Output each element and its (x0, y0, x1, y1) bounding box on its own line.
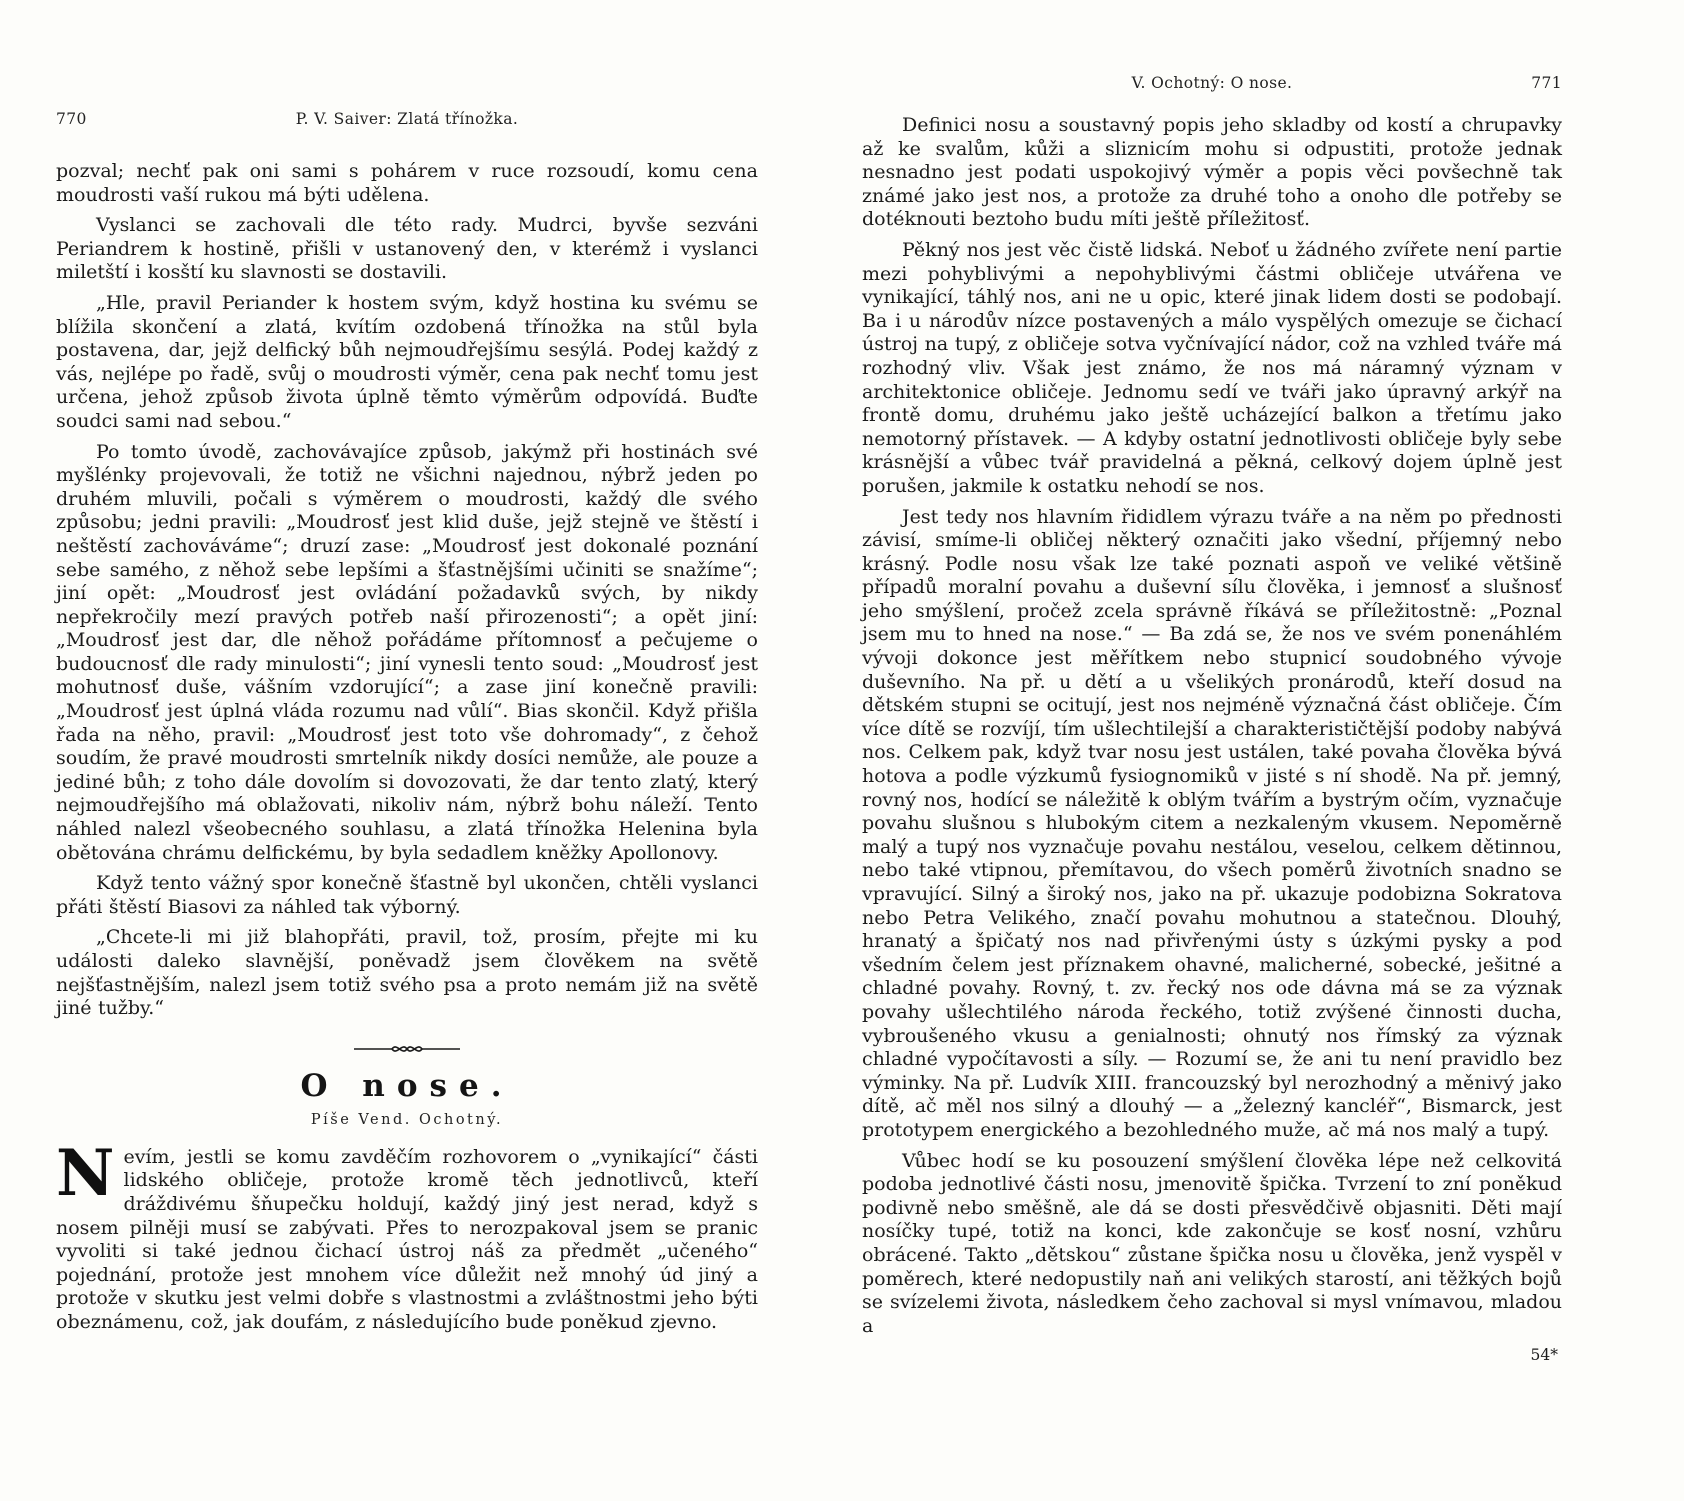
paragraph: Pěkný nos jest věc čistě lidská. Neboť u žádného zvířete není partie mezi pohyblivými a nepohyblivými částmi obličeje utvářena ve vynikající, táhlý nos, ani ne u opic, které jinak lidem dosti se podobají. Ba i u národův nízce postavených a málo vyspělých omezuje se čichací ústroj na tupý, z obličeje sotva vyčnívající nádor, což na vzhled tváře má rozhodný vliv. Však jest známo, že nos má náramný význam v architektonice obličeje. Jednomu sedí ve tváři jako úpravný arkýř na frontě domu, druhému jako ještě ucházející balkon a třetímu jako nemotorný přístavek. — A kdyby ostatní jednotlivosti obličeje byly sebe krásnější a vůbec tvář pravidelná a pěkná, celkový dojem úplně jest porušen, jakmile k ostatku nehodí se nos. (862, 238, 1562, 497)
left-page-text-column (56, 160, 758, 1335)
paragraph: pozval; nechť pak oni sami s pohárem v ruce rozsoudí, komu cena moudrosti vaší rukou má býti udělena. (56, 160, 758, 206)
signature-mark: 54* (1530, 1346, 1558, 1365)
section-title: O nose. (300, 1067, 514, 1104)
paragraph: Po tomto úvodě, zachovávajíce způsob, jakýmž při hostinách své myšlénky projevovali, že totiž ne všichni najednou, nýbrž jeden po druhém mluvili, počali s výměrem o moudrosti, každý dle svého způsobu; jedni pravili: „Moudrosť jest klid duše, jejž stejně ve štěstí i neštěstí zachováváme“; druzí zase: „Moudrosť jest dokonalé poznání sebe samého, z něhož sebe lepšími a šťastnějšími učiniti se snažíme“; jiní opět: „Moudrosť jest ovládání požadavků svých, by nikdy nepřekročily mezí pravých potřeb naší přirozenosti“; a opět jiní: „Moudrosť jest dar, dle něhož pořádáme přítomnosť a pečujeme o budoucnosť dle rady minulosti“; jiní vynesli tento soud: „Moudrosť jest mohutnosť duše, vášním vzdorující“; a zase jiní konečně pravili: „Moudrosť jest úplná vláda rozumu nad vůlí“. Bias skončil. Když přišla řada na něho, pravil: „Moudrosť jest toto vše dohromady“, z čehož soudím, že pravé moudrosti smrtelník nikdy dosíci nemůže, ale pouze a jediné bůh; z toho dále dovolím si dovozovati, že dar tento zlatý, který nejmoudřejšího má oblažovati, nikoliv nám, nýbrž bohu náleží. Tento náhled nalezl všeobecného souhlasu, a zlatá třínožka Helenina byla obětována chrámu delfickému, by byla sedadlem kněžky Apollonovy. (56, 440, 758, 864)
page-right (842, 0, 1684, 1501)
page-header-left (56, 110, 758, 128)
paragraph: Vyslanci se zachovali dle této rady. Mudrci, byvše sezváni Periandrem k hostině, přišli v ustanovený den, v kterémž i vyslanci miletští i kosští ku slavnosti se dostavili. (56, 214, 758, 284)
page-number-left: 770 (56, 110, 87, 128)
paragraph: Když tento vážný spor konečně šťastně byl ukončen, chtěli vyslanci přáti štěstí Biasovi za náhled tak výborný. (56, 872, 758, 918)
running-header-left: P. V. Saiver: Zlatá třínožka. (295, 110, 519, 128)
paragraph: Jest tedy nos hlavním řididlem výrazu tváře a na něm po přednosti závisí, smíme-li obličej některý označiti jako všední, příjemný nebo krásný. Podle nosu však lze také poznati aspoň ve veliké většině případů moralní povahu a duševní sílu člověka, i jemnosť a slušnosť jeho smýšlení, pročež zcela správně říkává se příležitostně: „Poznal jsem mu to hned na nose.“ — Ba zdá se, že nos ve svém ponenáhlém vývoji dokonce jest měřítkem nebo stupnicí soudobného vývoje duševního. Na př. u dětí a u všelikých pronárodů, kteří dosud na dětském stupni se ocitují, jest nos nejméně význačná část obličeje. Čím více dítě se rozvíjí, tím ušlechtilejší a charakterističtější podoby nabývá nos. Celkem pak, když tvar nosu jest ustálen, také povaha člověka bývá hotova a podle výzkumů fysiognomiků v jisté s ní shodě. Na př. jemný, rovný nos, hodící se náležitě k oblým tvářím a bystrým očím, vyznačuje povahu slušnou s hlubokým citem a nezkaleným vkusem. Nepoměrně malý a tupý nos vyznačuje povahu nestálou, veselou, celkem dětinnou, nebo také vtipnou, přemítavou, do všech poměrů životních snadno se vpravující. Silný a široký nos, jako na př. ukazuje podobizna Sokratova nebo Petra Velikého, značí povahu mohutnou a statečnou. Dlouhý, hranatý a špičatý nos nad přivřenými ústy s úzkými pysky a pod všedním čelem jest příznakem ohavné, malicherné, sobecké, ješitné a chladné povahy. Rovný, t. zv. řecký nos ode dávna má se za význak povahy ušlechtilého národa řeckého, totiž zvýšené činnosti ducha, vybroušeného vkusu a genialnosti; ohnutý nos římský za význak chladné vypočítavosti a síly. — Rozumí se, že ani tu není pravidlo bez výminky. Na př. Ludvík XIII. francouzský byl nerozhodný a měnivý jako dítě, ač měl nos silný a dlouhý — a „železný kancléř“, Bismarck, jest prototypem energického a bezohledného muže, ač má nos malý a tupý. (862, 505, 1562, 1141)
paragraph: Vůbec hodí se ku posouzení smýšlení člověka lépe než celkovitá podoba jednotlivé části nosu, jmenovitě špička. Tvrzení to zní poněkud podivně nebo směšně, ale dá se dosti přesvědčivě objasniti. Děti mají nosíčky tupé, totiž na konci, kde zakončuje se kosť nosní, vzhůru obrácené. Takto „dětskou“ zůstane špička nosu u člověka, jenž vyspěl v poměrech, které nedopustily naň ani velikých starostí, ani těžkých bojů se svízelemi života, následkem čeho zachoval si mysl vnímavou, mladou a (862, 1149, 1562, 1337)
page-number-right: 771 (1531, 74, 1562, 92)
paragraph: „Hle, pravil Periander k hostem svým, když hostina ku svému se blížila skončení a zlatá, kvítím ozdobená třínožka na stůl byla postavena, dar, jejž delfický bůh nejmoudřejšímu sesýlá. Podej každý z vás, nejlépe po řadě, svůj o moudrosti výměr, cena pak nechť tomu jest určena, jehož způsob života úplně těmto výměrům odpovídá. Buďte soudci sami nad sebou.“ (56, 291, 758, 432)
paragraph: „Chcete-li mi již blahopřáti, pravil, tož, prosím, přejte mi ku události daleko slavnější, poněvadž jsem člověkem na světě nejšťastnějším, nalezl jsem totiž svého psa a proto nemám již na světě jiné tužby.“ (56, 926, 758, 1020)
drop-cap-initial: N (56, 1135, 115, 1211)
paragraph: Definici nosu a soustavný popis jeho skladby od kostí a chrupavky až ke svalům, kůži a sliznicím mohu si odpustiti, protože jednak nesnadno jest podati uspokojivý výměr a popis věci povšechně tak známé jako jest nos, a protože za druhé toho a onoho dle potřeby se dotéknouti beztoho budu míti ještě příležitosť. (862, 114, 1562, 231)
right-page-text-column (862, 114, 1562, 1364)
paragraph-with-dropcap (56, 1135, 758, 1335)
page-header-right (862, 74, 1562, 92)
section-divider-ornament (56, 1039, 758, 1058)
running-header-right: V. Ochotný: O nose. (1131, 74, 1293, 92)
section-byline: Píše Vend. Ochotný. (310, 1111, 504, 1128)
paragraph-text: evím, jestli se komu zavděčím rozhovorem o „vynikající“ části lidského obličeje, protože kromě těch jednotlivců, kteří dráždivému šňupečku holdují, každý jiný jest nerad, když s nosem pilněji musí se zabývati. Přes to nerozpakoval jsem se pranic vyvoliti si také jednou čichací ústroj náš za předmět „učeného“ pojednání, protože jest mnohem více důležit než mnohý úd jiný a protože v skutku jest velmi dobře s vlastnostmi a zvláštnostmi jeho býti obeznámenu, což, jak doufám, z následujícího bude poněkud zjevno. (56, 1145, 758, 1333)
